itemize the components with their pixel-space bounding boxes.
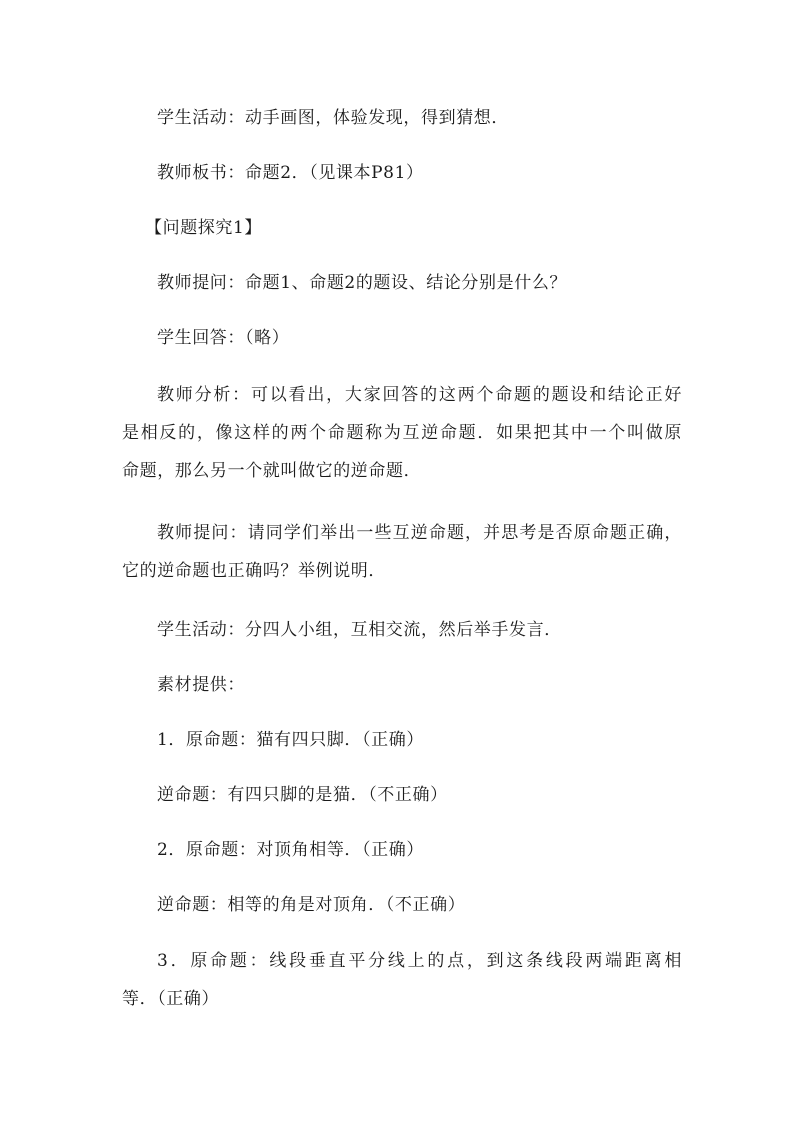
paragraph-line: 它的逆命题也正确吗？举例说明． bbox=[122, 561, 386, 581]
paragraph-student-activity-1 bbox=[157, 100, 717, 136]
paragraph-text: 素材提供： bbox=[157, 675, 245, 695]
list-item-2-converse bbox=[157, 887, 717, 923]
paragraph-materials bbox=[157, 667, 717, 703]
list-item-text: 1．原命题：猫有四只脚．（正确） bbox=[157, 730, 424, 750]
list-item-3-original bbox=[122, 942, 682, 1018]
section-heading-problem-exploration bbox=[145, 210, 705, 246]
list-item-text: 2．原命题：对顶角相等．（正确） bbox=[157, 840, 424, 860]
paragraph-teacher-question-2 bbox=[122, 514, 682, 590]
paragraph-line: 教师提问：请同学们举出一些互逆命题，并思考是否原命题正确， bbox=[157, 523, 682, 543]
paragraph-line: 等．（正确） bbox=[122, 989, 220, 1009]
paragraph-text: 教师板书：命题2．（见课本P81） bbox=[157, 163, 424, 183]
paragraph-student-activity-2 bbox=[157, 612, 717, 648]
list-item-text: 逆命题：有四只脚的是猫．（不正确） bbox=[157, 785, 448, 805]
list-item-1-original bbox=[157, 722, 717, 758]
paragraph-text: 学生活动：动手画图，体验发现，得到猜想． bbox=[157, 108, 509, 128]
paragraph-line: 命题，那么另一个就叫做它的逆命题． bbox=[122, 461, 422, 481]
paragraph-text: 教师提问：命题1、命题2的题设、结论分别是什么？ bbox=[157, 273, 568, 293]
paragraph-line: 3．原命题：线段垂直平分线上的点，到这条线段两端距离相 bbox=[157, 951, 682, 971]
paragraph-text: 学生回答：（略） bbox=[157, 328, 290, 348]
paragraph-student-answer bbox=[157, 320, 717, 356]
list-item-text: 逆命题：相等的角是对顶角．（不正确） bbox=[157, 895, 466, 915]
paragraph-line: 是相反的，像这样的两个命题称为互逆命题．如果把其中一个叫做原 bbox=[122, 423, 682, 443]
section-heading-text: 【问题探究1】 bbox=[145, 218, 263, 238]
list-item-2-original bbox=[157, 832, 717, 868]
paragraph-teacher-analysis bbox=[122, 376, 682, 490]
paragraph-line: 教师分析：可以看出，大家回答的这两个命题的题设和结论正好 bbox=[157, 385, 682, 405]
paragraph-teacher-board bbox=[157, 155, 717, 191]
paragraph-text: 学生活动：分四人小组，互相交流，然后举手发言． bbox=[157, 620, 562, 640]
list-item-1-converse bbox=[157, 777, 717, 813]
paragraph-teacher-question-1 bbox=[157, 265, 717, 301]
